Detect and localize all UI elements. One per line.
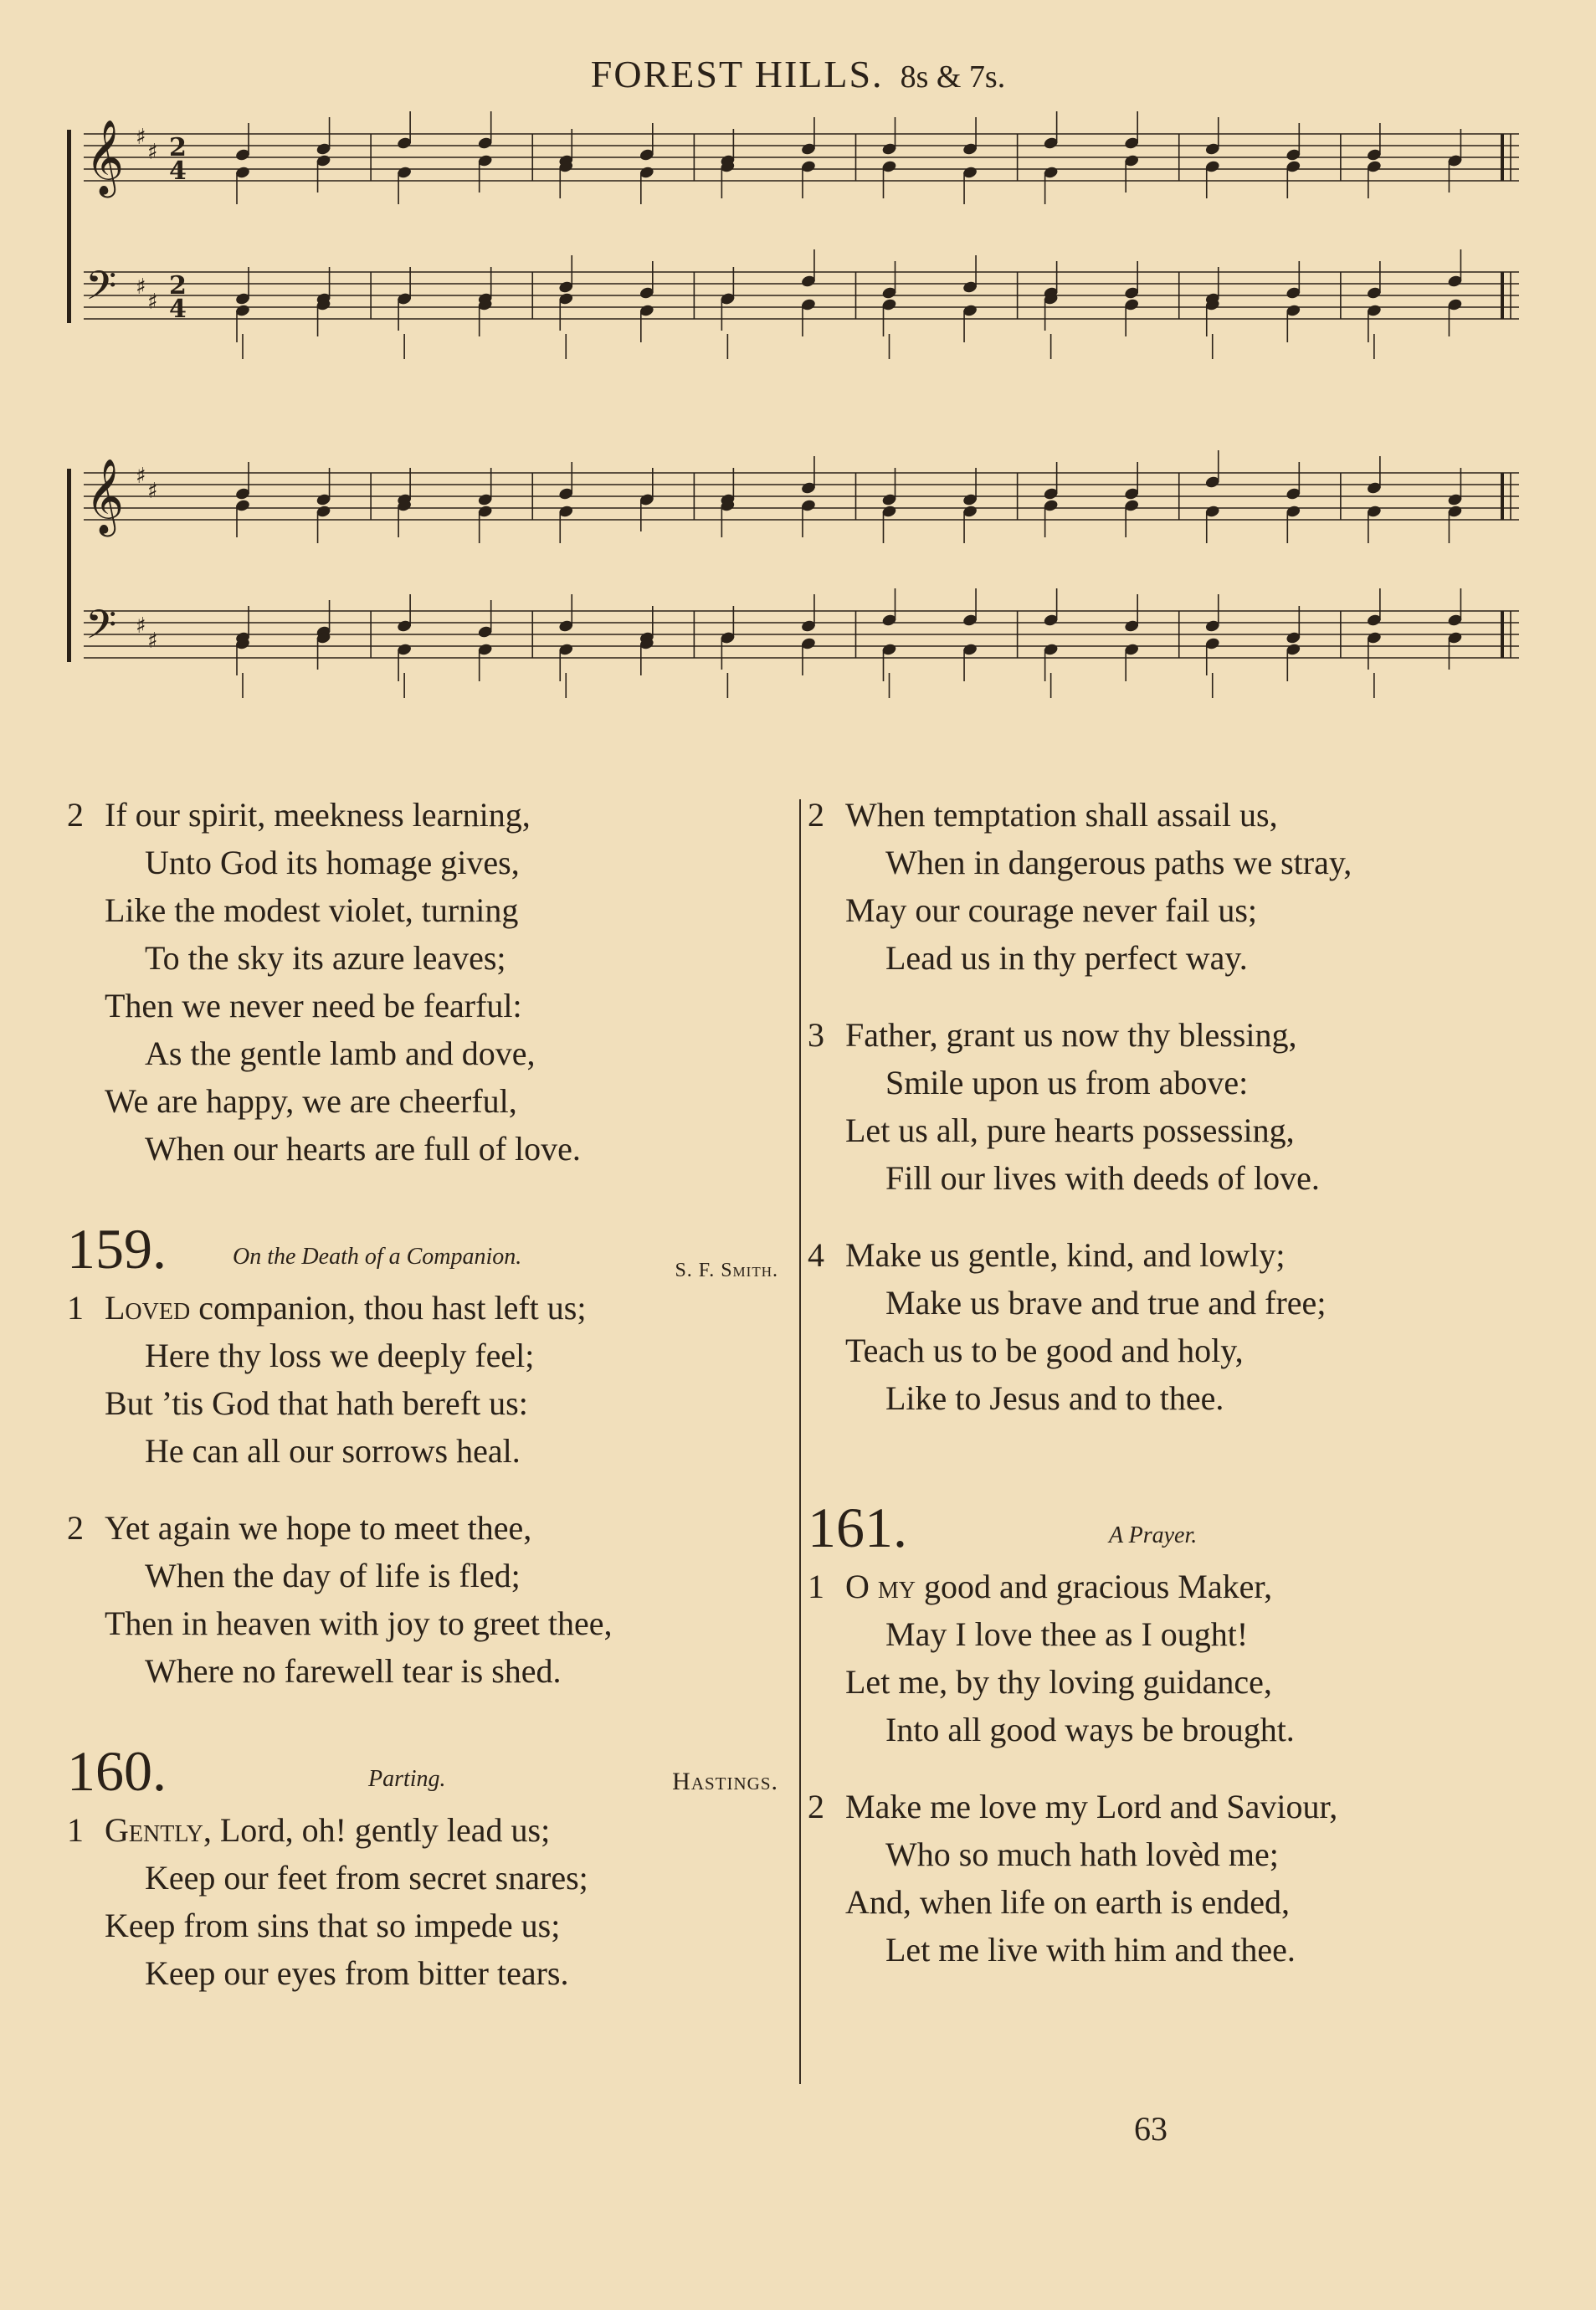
verse-line: Then we never need be fearful: <box>105 987 522 1024</box>
time-signature-top: 2 <box>169 133 187 162</box>
verse-line: When the day of life is fled; <box>145 1557 521 1594</box>
stanza-continued-3: 3 Father, grant us now thy blessing, Smile upon us from above: Let us all, pure hearts possessing, Fill our lives with deeds of love. <box>808 1011 1519 1202</box>
stanza-continued-2: 2 When temptation shall assail us, When in dangerous paths we stray, May our courage never fail us; Lead us in thy perfect way. <box>808 791 1519 982</box>
sharp-sign: ♯ <box>147 140 158 165</box>
verse-line: To the sky its azure leaves; <box>145 939 506 977</box>
verse-line: But ’tis God that hath bereft us: <box>105 1384 528 1422</box>
verse-line: And, when life on earth is ended, <box>845 1883 1290 1921</box>
page-number: 63 <box>1134 2110 1167 2148</box>
sharp-sign: ♯ <box>147 290 158 315</box>
hymn-subtitle: A Prayer. <box>1109 1522 1198 1548</box>
hymn-number: 159. <box>67 1217 167 1281</box>
treble-clef: 𝄞 <box>85 120 125 195</box>
hymn-number: 160. <box>67 1739 167 1803</box>
time-signature-bottom: 4 <box>169 295 187 324</box>
sharp-sign: ♯ <box>147 479 158 504</box>
verse-line: Fill our lives with deeds of love. <box>885 1159 1320 1197</box>
verse-line: Where no farewell tear is shed. <box>145 1652 562 1690</box>
music-system-1 <box>67 109 1532 393</box>
sharp-sign: ♯ <box>136 464 146 489</box>
hymn-subtitle: Parting. <box>368 1766 446 1792</box>
treble-clef: 𝄞 <box>85 459 125 534</box>
verse-line: If our spirit, meekness learning, <box>105 796 531 834</box>
verse-line: Teach us to be good and holy, <box>845 1332 1244 1369</box>
verse-line: Like to Jesus and to thee. <box>885 1379 1224 1417</box>
stanza-continued-4: 4 Make us gentle, kind, and lowly; Make us brave and true and free; Teach us to be good and holy, Like to Jesus and to thee. <box>808 1231 1519 1422</box>
verse-line: Let us all, pure hearts possessing, <box>845 1111 1295 1149</box>
verse-line: Let me live with him and thee. <box>885 1931 1296 1969</box>
verse-line: Here thy loss we deeply feel; <box>145 1337 535 1374</box>
verse-line: Unto God its homage gives, <box>145 844 520 881</box>
sharp-sign: ♯ <box>136 125 146 150</box>
verse-line: Let me, by thy loving guidance, <box>845 1663 1272 1701</box>
verse-line: Like the modest violet, turning <box>105 891 519 929</box>
system-brace <box>67 130 71 323</box>
tune-name: FOREST HILLS. <box>590 53 884 95</box>
sharp-sign: ♯ <box>147 629 158 654</box>
verse-line: Lead us in thy perfect way. <box>885 939 1248 977</box>
hymn-160-header <box>67 1732 778 1803</box>
left-column <box>67 791 778 2026</box>
verse-line: Then in heaven with joy to greet thee, <box>105 1604 613 1642</box>
tune-meter: 8s & 7s. <box>900 59 1006 95</box>
verse-line: Who so much hath lovèd me; <box>885 1835 1279 1873</box>
score-system-1-svg <box>67 109 1532 393</box>
hymn-161-stanza-2: 2 Make me love my Lord and Saviour, Who so much hath lovèd me; And, when life on earth is ended, Let me live with him and thee. <box>808 1783 1519 1974</box>
sharp-sign: ♯ <box>136 613 146 639</box>
hymn-161-header <box>808 1489 1519 1559</box>
verse-line: We are happy, we are cheerful, <box>105 1082 517 1120</box>
hymn-160-stanza-1: 1 Gently, Lord, oh! gently lead us; Keep our feet from secret snares; Keep from sins that so impede us; Keep our eyes from bitter tears. <box>67 1806 778 1997</box>
verse-line: As the gentle lamb and dove, <box>145 1034 536 1072</box>
hymn-author: Hastings. <box>672 1768 778 1795</box>
column-divider <box>799 799 801 2084</box>
verse-line: He can all our sorrows heal. <box>145 1432 521 1470</box>
verse-line: Keep our eyes from bitter tears. <box>145 1954 569 1992</box>
hymn-159-stanza-1: 1 Loved companion, thou hast left us; Here thy loss we deeply feel; But ’tis God that hath bereft us: He can all our sorrows heal. <box>67 1284 778 1475</box>
time-signature-bottom: 4 <box>169 157 187 186</box>
verse-line: Make us brave and true and free; <box>885 1284 1327 1322</box>
hymn-number: 161. <box>808 1496 907 1559</box>
verse-line: Smile upon us from above: <box>885 1064 1249 1101</box>
stanza-continued-2: 2 If our spirit, meekness learning, Unto God its homage gives, Like the modest violet, turning To the sky its azure leaves; Then we never need be fearful: As the gentle lamb and dove, We are happy, we are cheerful, When our hearts are full of love. <box>67 791 778 1173</box>
sharp-sign: ♯ <box>136 275 146 300</box>
verse-line: Into all good ways be brought. <box>885 1711 1295 1748</box>
hymn-161-stanza-1: 1 O my good and gracious Maker, May I love thee as I ought! Let me, by thy loving guidance, Into all good ways be brought. <box>808 1563 1519 1753</box>
verse-line: When our hearts are full of love. <box>145 1130 581 1168</box>
music-system-2 <box>67 448 1532 732</box>
tune-title <box>0 52 1596 96</box>
score-system-2-svg <box>67 448 1532 732</box>
right-column <box>808 791 1519 2003</box>
bass-clef: 𝄢 <box>85 601 117 658</box>
hymn-159-header <box>67 1210 778 1281</box>
verse-line: May our courage never fail us; <box>845 891 1258 929</box>
hymn-subtitle: On the Death of a Companion. <box>233 1244 522 1270</box>
system-brace <box>67 469 71 662</box>
verse-line: Keep from sins that so impede us; <box>105 1907 561 1944</box>
verse-line: Keep our feet from secret snares; <box>145 1859 588 1897</box>
time-signature-top: 2 <box>169 271 187 300</box>
bass-clef: 𝄢 <box>85 262 117 319</box>
verse-line: When in dangerous paths we stray, <box>885 844 1352 881</box>
verse-line: May I love thee as I ought! <box>885 1615 1249 1653</box>
hymn-159-stanza-2: 2 Yet again we hope to meet thee, When the day of life is fled; Then in heaven with joy to greet thee, Where no farewell tear is shed. <box>67 1504 778 1695</box>
hymn-author: S. F. Smith. <box>675 1260 778 1281</box>
